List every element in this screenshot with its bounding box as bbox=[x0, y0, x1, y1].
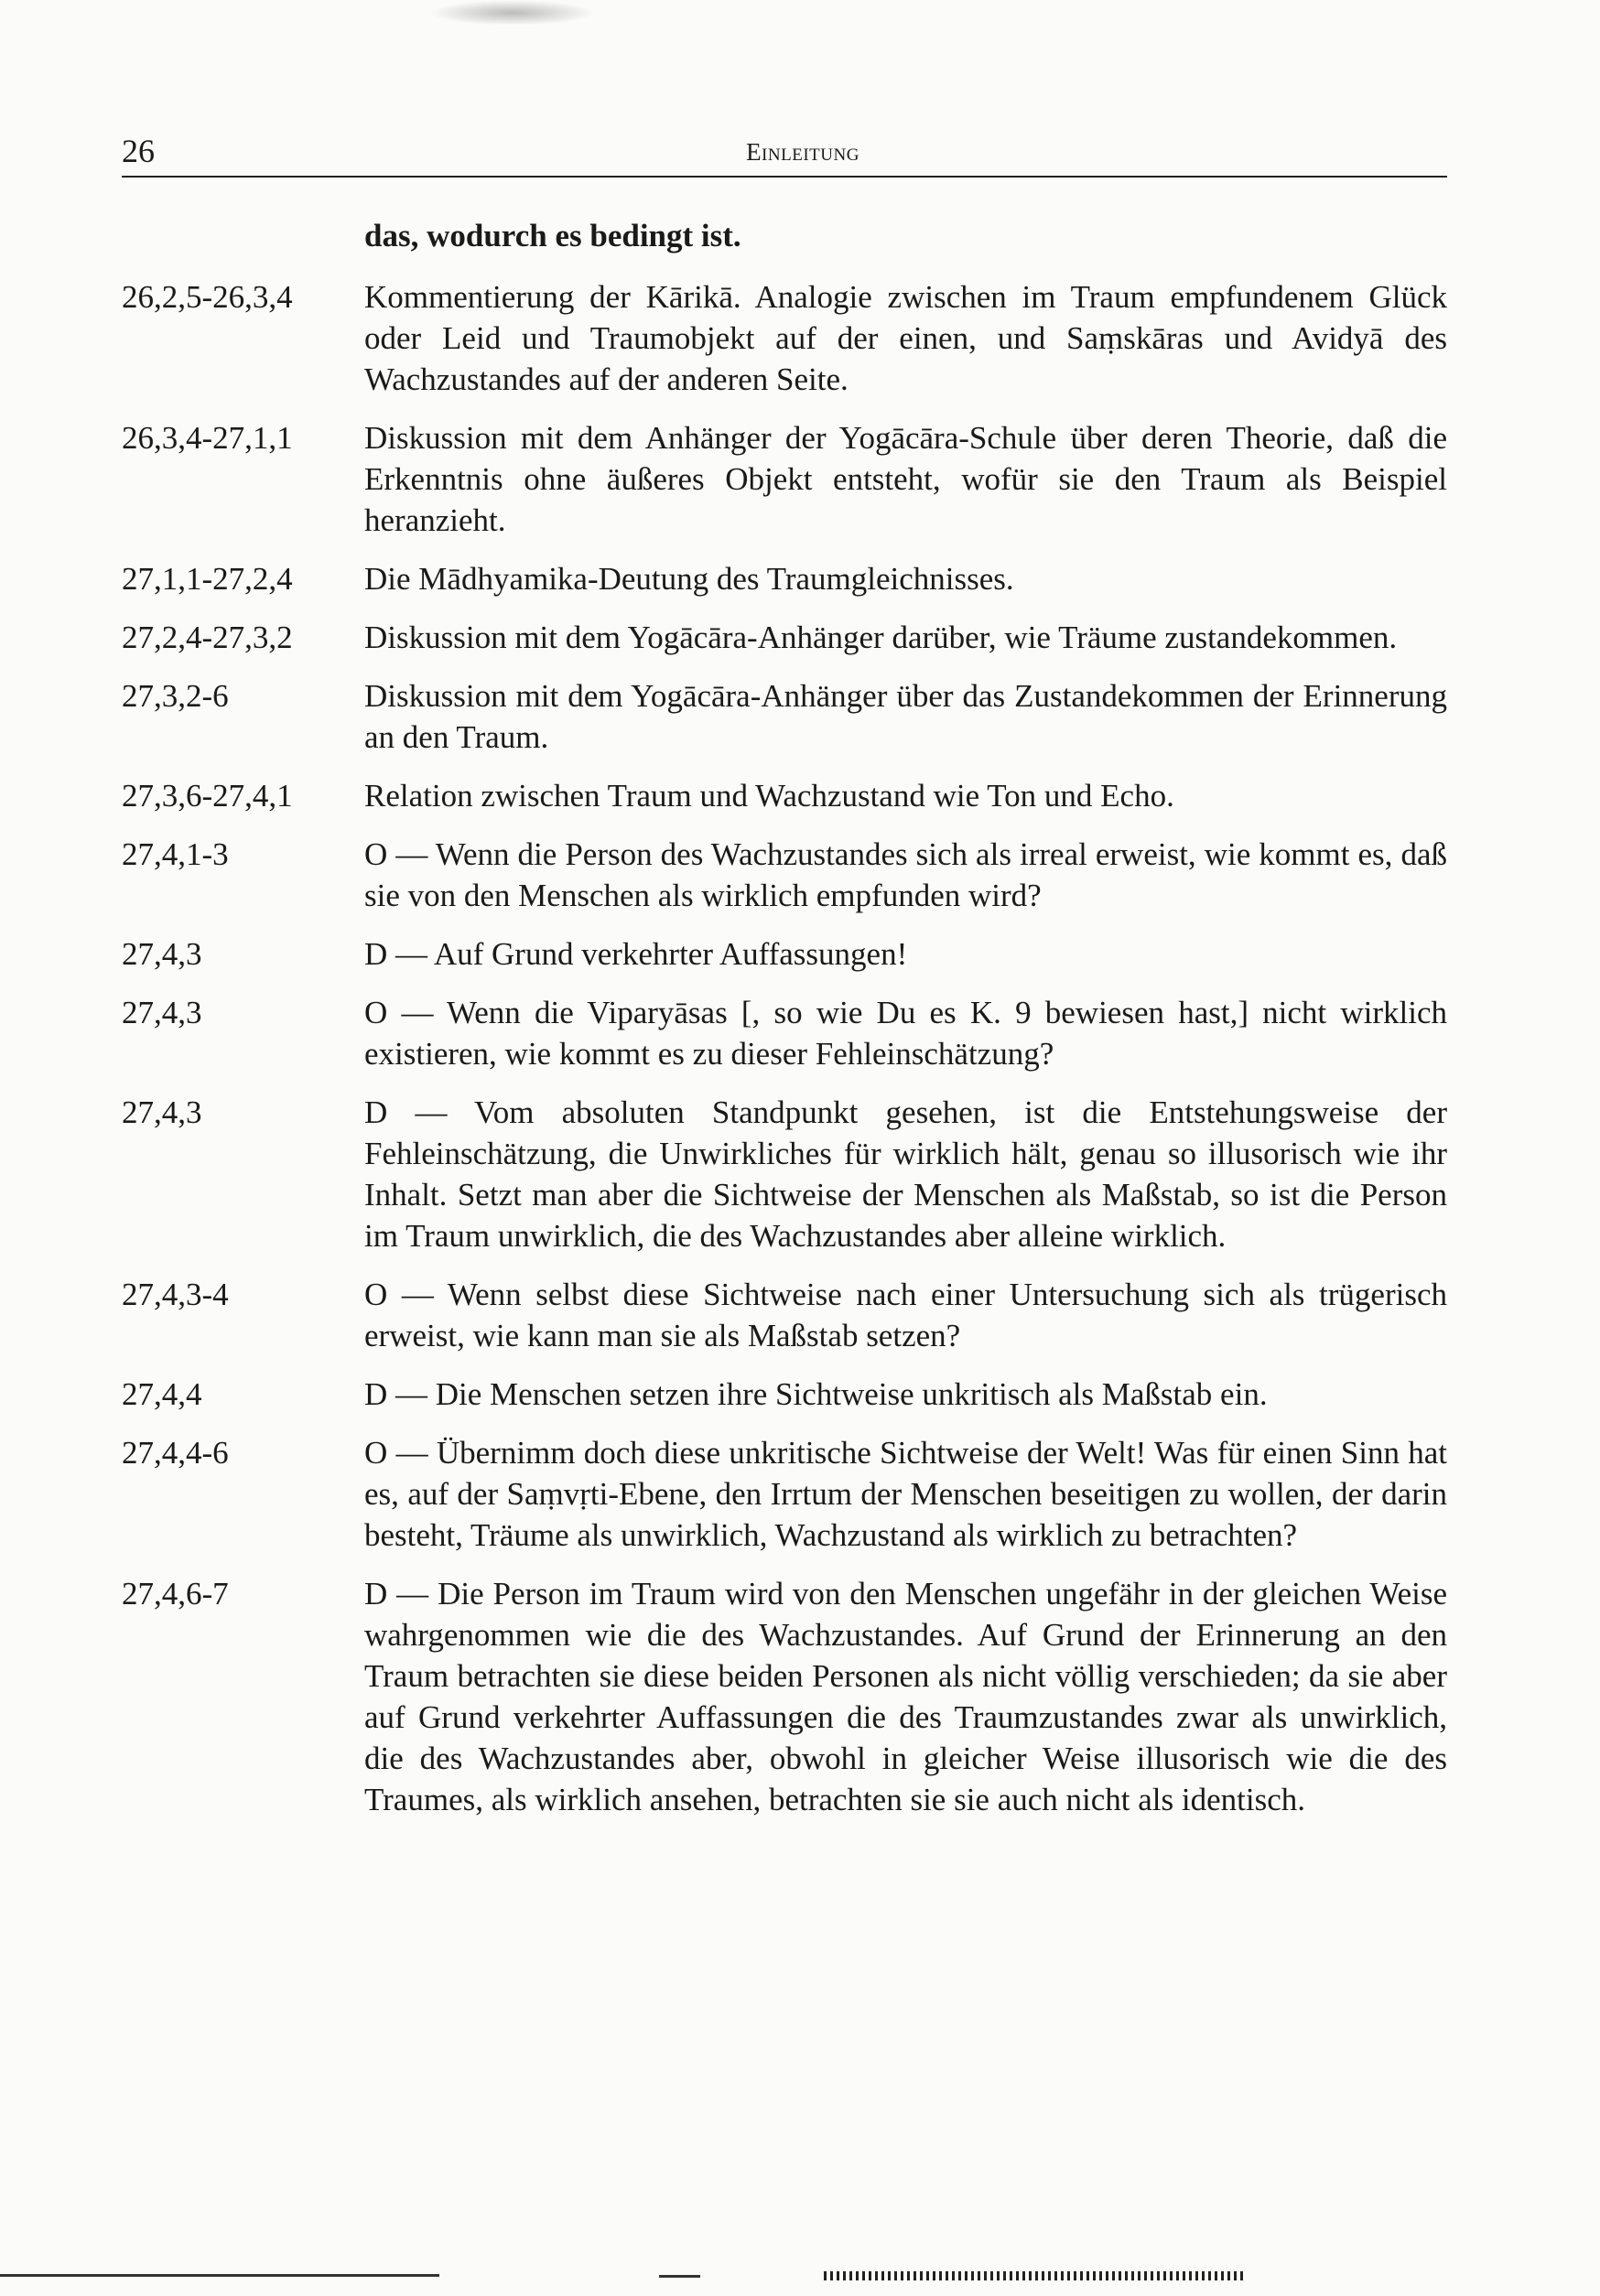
entry bbox=[122, 1274, 1447, 1356]
entry-text: Kommentierung der Kārikā. Analogie zwischen im Traum empfundenem Glück oder Leid und Traumobjekt auf der einen, und Saṃskāras und Avidyā des Wachzustandes auf der anderen Seite. bbox=[364, 279, 1447, 397]
entry bbox=[122, 675, 1447, 758]
continuation-text: das, wodurch es bedingt ist. bbox=[364, 218, 741, 253]
entry-list bbox=[122, 276, 1447, 1838]
entry-reference: 27,4,3 bbox=[122, 936, 202, 972]
entry-text: O — Wenn die Person des Wachzustandes sich als irreal erweist, wie kommt es, daß sie von den Menschen als wirklich empfunden wird? bbox=[364, 836, 1447, 913]
entry-text: Diskussion mit dem Yogācāra-Anhänger darüber, wie Träume zustandekommen. bbox=[364, 620, 1398, 655]
entry-reference: 27,1,1-27,2,4 bbox=[122, 561, 293, 597]
entry bbox=[122, 1092, 1447, 1256]
entry-text: D — Vom absoluten Standpunkt gesehen, ist die Entstehungsweise der Fehleinschätzung, die Unwirkliches für wirklich hält, genau so illusorisch wie ihr Inhalt. Setzt man aber die Sichtweise der Menschen als Maßstab, so ist die Person im Traum unwirklich, die des Wachzustandes aber alleine wirklich. bbox=[364, 1094, 1447, 1254]
entry bbox=[122, 617, 1447, 658]
entry-text: D — Auf Grund verkehrter Auffassungen! bbox=[364, 936, 908, 972]
entry bbox=[122, 417, 1447, 541]
entry bbox=[122, 276, 1447, 400]
entry bbox=[122, 834, 1447, 916]
entry-reference: 27,4,3 bbox=[122, 1094, 202, 1130]
entry-reference: 26,2,5-26,3,4 bbox=[122, 279, 293, 315]
scan-edge-barcode bbox=[824, 2271, 1245, 2280]
entry-reference: 27,4,4-6 bbox=[122, 1435, 229, 1471]
entry-text: Diskussion mit dem Yogācāra-Anhänger über das Zustandekommen der Erinnerung an den Traum. bbox=[364, 678, 1447, 755]
entry-text: D — Die Menschen setzen ihre Sichtweise unkritisch als Maßstab ein. bbox=[364, 1376, 1268, 1412]
entry-text: Diskussion mit dem Anhänger der Yogācāra-Schule über deren Theorie, daß die Erkenntnis ohne äußeres Objekt entsteht, wofür sie den Traum als Beispiel heranzieht. bbox=[364, 420, 1447, 538]
entry bbox=[122, 933, 1447, 975]
entry bbox=[122, 775, 1447, 816]
header-rule bbox=[122, 176, 1447, 178]
entry-text: D — Die Person im Traum wird von den Menschen ungefähr in der gleichen Weise wahrgenommen wie die des Wachzustandes. Auf Grund der Erinnerung an den Traum betrachten sie diese beiden Personen als nicht völlig verschieden; da sie aber auf Grund verkehrter Auffassungen die des Traumzustandes zwar als unwirklich, die des Wachzustandes aber, obwohl in gleicher Weise illusorisch wie die des Traumes, als wirklich ansehen, betrachten sie sie auch nicht als identisch. bbox=[364, 1576, 1447, 1817]
scan-artifact bbox=[430, 0, 595, 26]
entry-text: O — Wenn die Viparyāsas [, so wie Du es K. 9 bewiesen hast,] nicht wirklich existieren, wie kommt es zu dieser Fehleinschätzung? bbox=[364, 995, 1447, 1072]
entry bbox=[122, 558, 1447, 599]
entry-text: Die Mādhyamika-Deutung des Traumgleichnisses. bbox=[364, 561, 1014, 597]
entry-text: Relation zwischen Traum und Wachzustand wie Ton und Echo. bbox=[364, 778, 1174, 814]
scan-edge-line bbox=[0, 2274, 439, 2277]
entry bbox=[122, 992, 1447, 1074]
page-number: 26 bbox=[122, 133, 155, 169]
entry bbox=[122, 1573, 1447, 1820]
entry bbox=[122, 1374, 1447, 1415]
page-header bbox=[122, 130, 1447, 172]
running-title: Einleitung bbox=[746, 138, 859, 166]
entry-reference: 27,4,6-7 bbox=[122, 1576, 229, 1612]
scan-edge-line bbox=[659, 2275, 700, 2278]
entry-text: O — Wenn selbst diese Sichtweise nach einer Untersuchung sich als trügerisch erweist, wie kann man sie als Maßstab setzen? bbox=[364, 1277, 1447, 1353]
entry-reference: 27,4,3-4 bbox=[122, 1277, 229, 1312]
entry-reference: 27,4,3 bbox=[122, 995, 202, 1030]
entry-reference: 27,3,2-6 bbox=[122, 678, 229, 714]
entry-reference: 27,3,6-27,4,1 bbox=[122, 778, 293, 814]
entry-reference: 26,3,4-27,1,1 bbox=[122, 420, 293, 456]
entry-reference: 27,4,4 bbox=[122, 1376, 202, 1412]
entry-reference: 27,4,1-3 bbox=[122, 836, 229, 872]
entry bbox=[122, 1432, 1447, 1556]
entry-reference: 27,2,4-27,3,2 bbox=[122, 620, 293, 655]
entry-text: O — Übernimm doch diese unkritische Sichtweise der Welt! Was für einen Sinn hat es, auf der Saṃvṛti-Ebene, den Irrtum der Menschen beseitigen zu wollen, der darin besteht, Träume als unwirklich, Wachzustand als wirklich zu betrachten? bbox=[364, 1435, 1447, 1553]
